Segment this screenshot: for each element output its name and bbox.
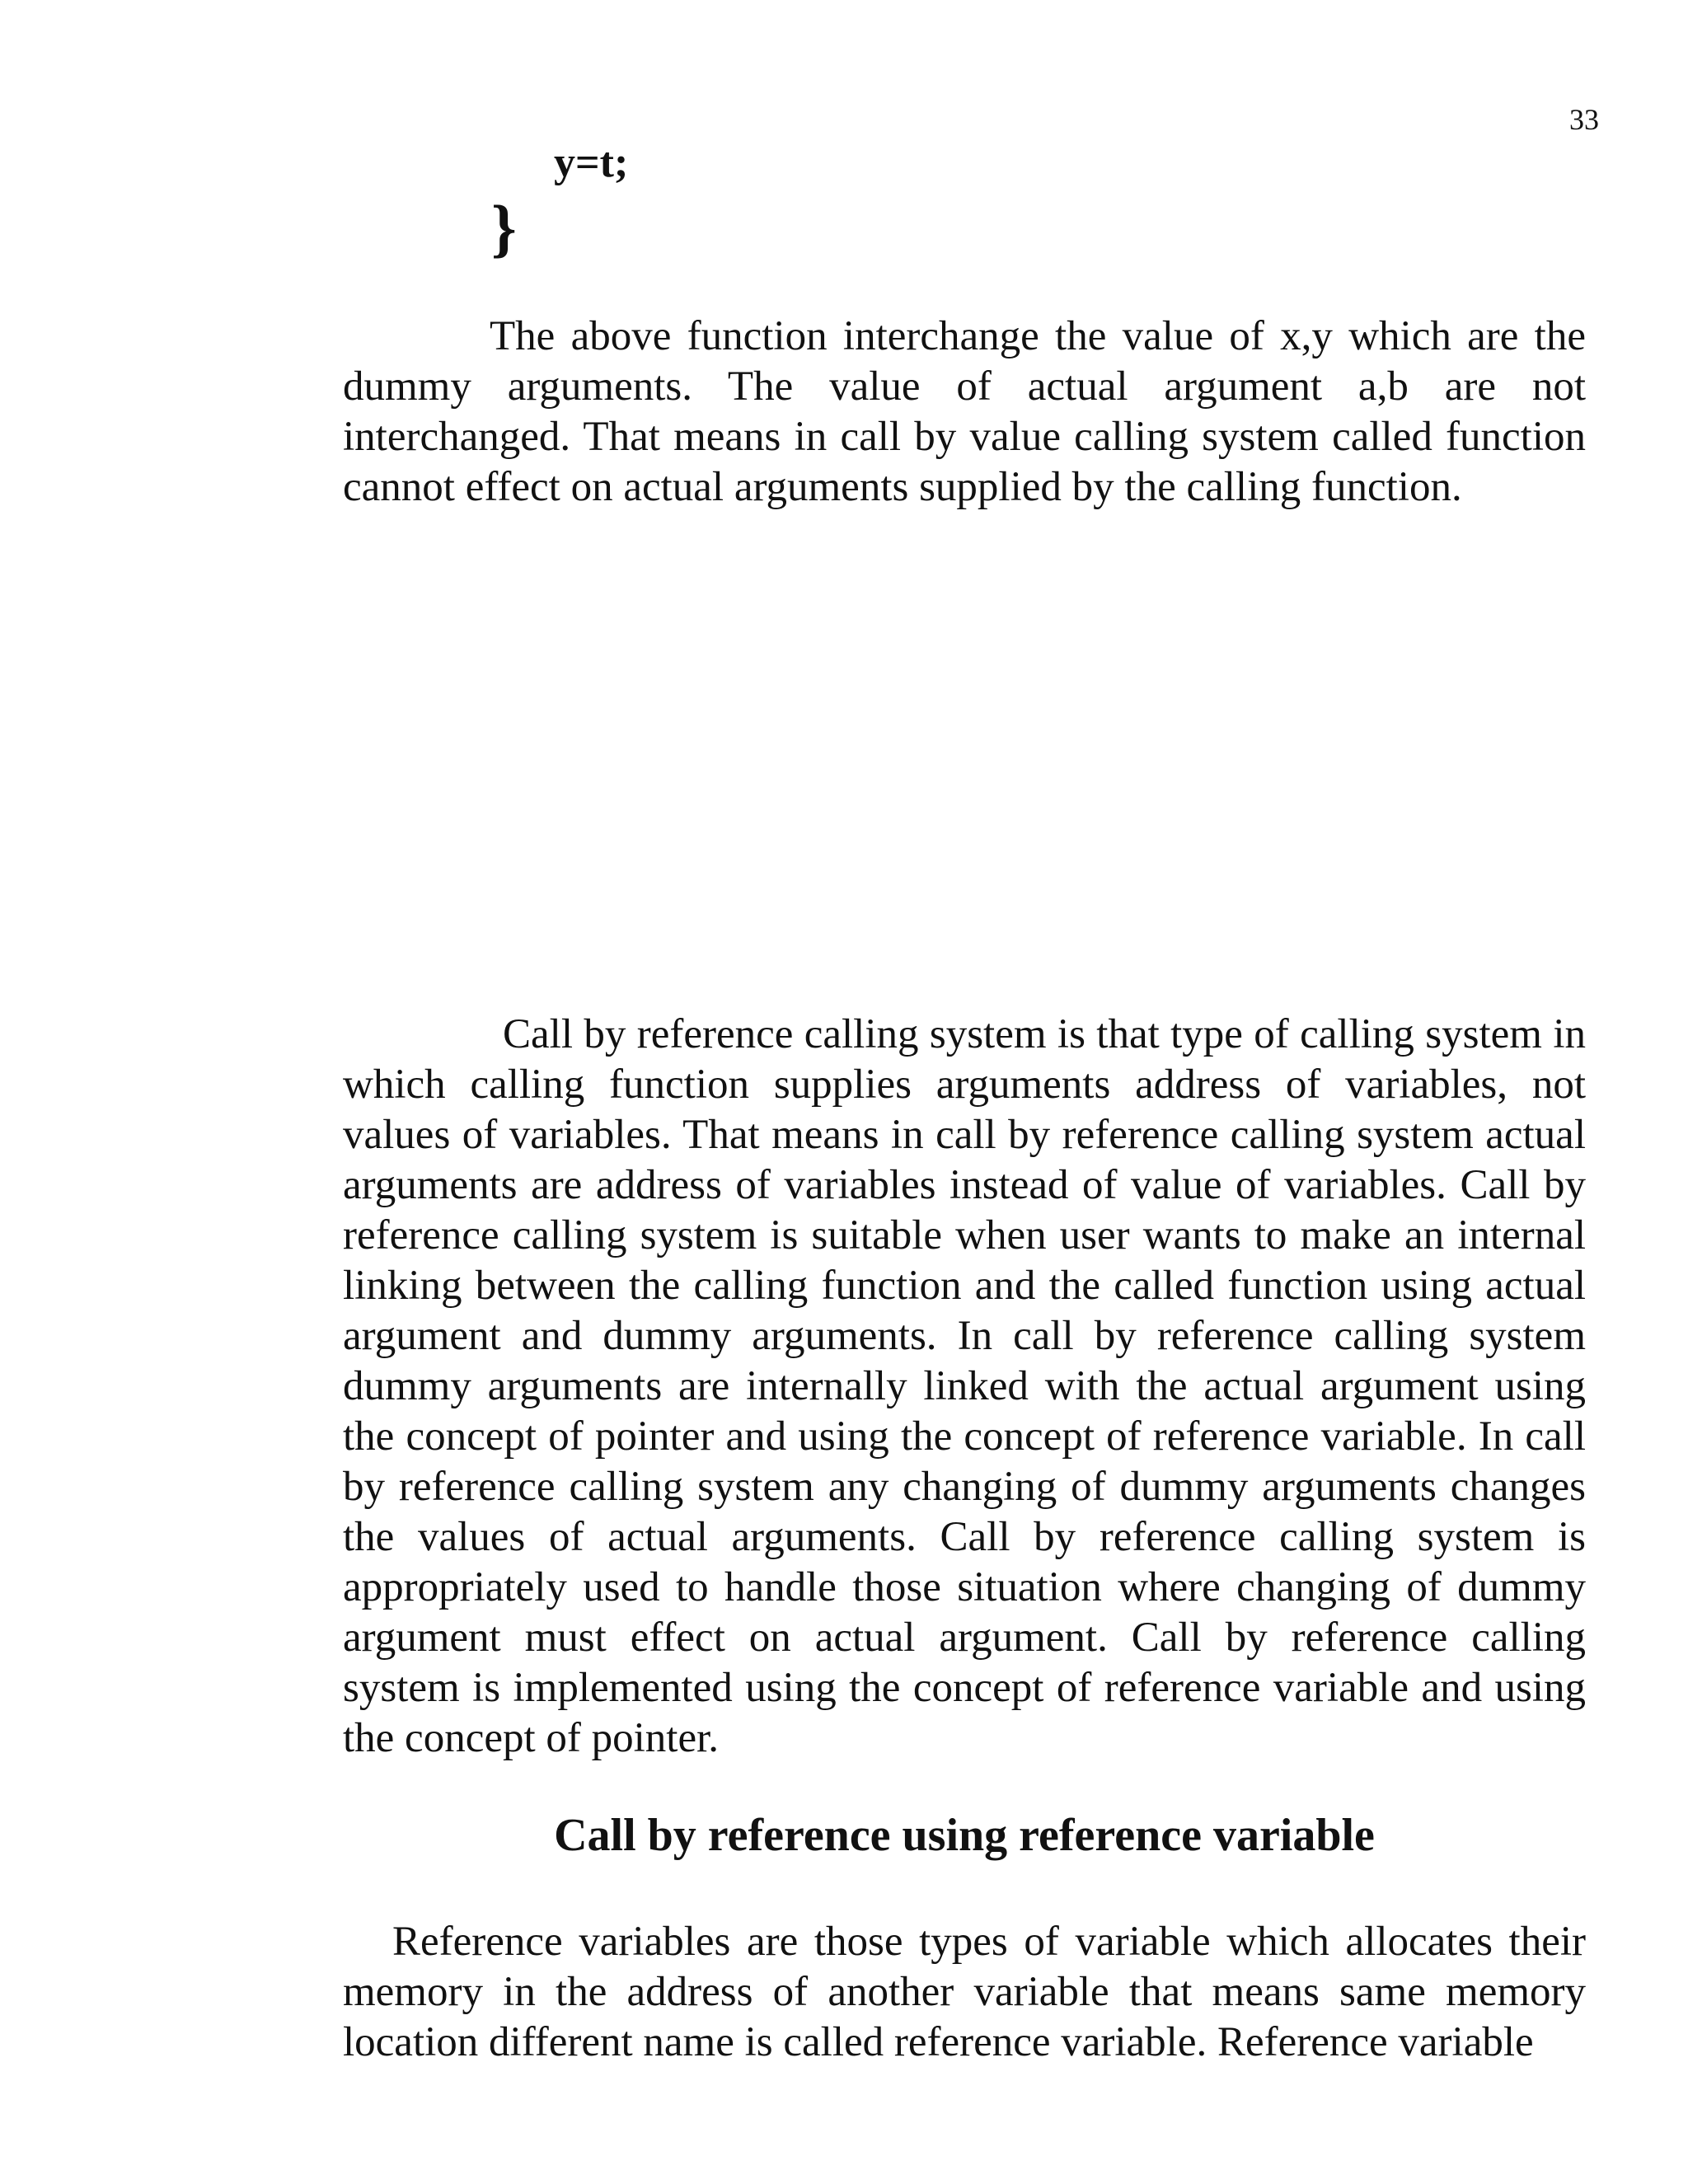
page-number: 33 xyxy=(1569,103,1599,136)
code-closing-brace: } xyxy=(491,192,517,264)
code-line: y=t; xyxy=(554,139,629,186)
paragraph-call-by-reference-intro xyxy=(343,1010,1586,1764)
paragraph-call-by-value-summary xyxy=(343,312,1586,513)
paragraph-text: Call by reference calling system is that type of calling system in which calling function supplies arguments address of variables, not values of variables. That means in call by reference calling system actual arguments are address of variables instead of value of variables. Call by reference calling system is suitable when user wants to make an internal linking between the calling function and the called function using actual argument and dummy arguments. In call by reference calling system dummy arguments are internally linked with the actual argument using the concept of pointer and using the concept of reference variable. In call by reference calling system any changing of dummy arguments changes the values of actual arguments. Call by reference calling system is appropriately used to handle those situation where changing of dummy argument must effect on actual argument. Call by reference calling system is implemented using the concept of reference variable and using the concept of pointer. xyxy=(343,1011,1586,1761)
paragraph-text: The above function interchange the value of x,y which are the dummy arguments. The value of actual argument a,b are not interchanged. That means in call by value calling system called function cannot effect on actual arguments supplied by the calling function. xyxy=(343,313,1586,510)
paragraph-text: Reference variables are those types of variable which allocates their memory in the address of another variable that means same memory location different name is called reference variable. Reference variable xyxy=(343,1919,1586,2065)
paragraph-reference-variables xyxy=(343,1917,1586,2068)
section-heading: Call by reference using reference variable xyxy=(554,1810,1375,1861)
